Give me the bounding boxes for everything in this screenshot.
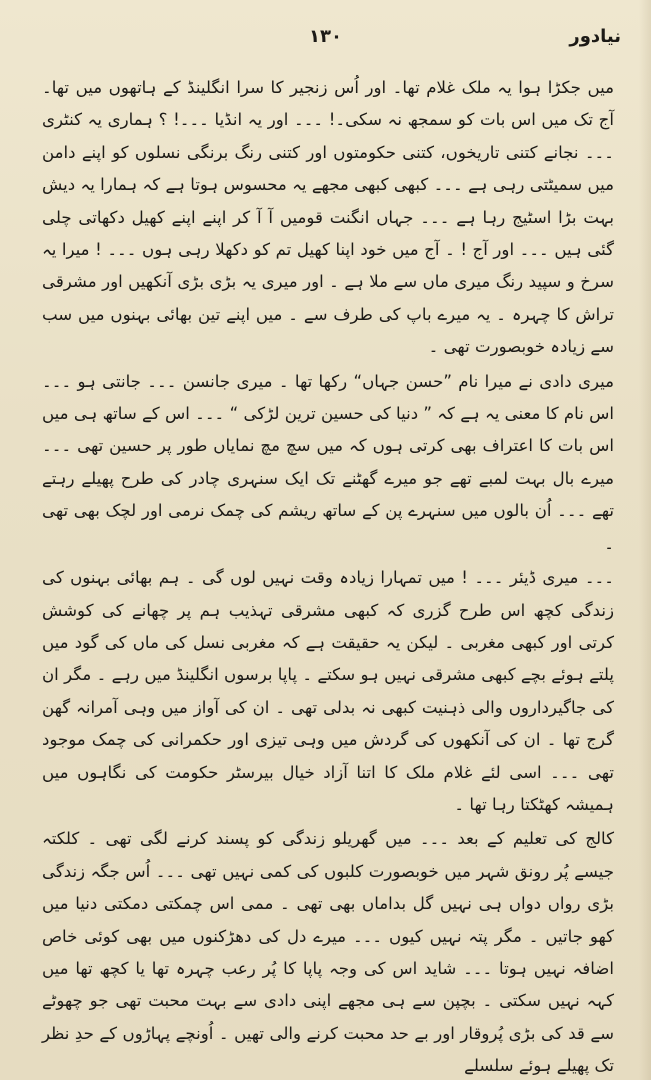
paragraph-4: کالج کی تعلیم کے بعد ۔۔۔ میں گھریلو زندگی کو پسند کرنے لگی تھی ۔ کلکتہ جیسے پُر رونق شہر میں خوبصورت کلبوں کی کمی نہیں تھی ۔۔۔ اُس جگہ زندگی بڑی رواں دواں ہی نہیں گل بداماں بھی تھی ۔ ممی اس چمکتی دمکتی دنیا میں کھو جاتیں ۔ مگر پتہ نہیں کیوں ۔۔۔ میرے دل کی دھڑکنوں میں بھی کوئی خاص اضافہ نہیں ہوتا ۔۔۔ شاید اس کی وجہ پاپا کا پُر رعب چہرہ تھا یا کچھ تھا میں کہہ نہیں سکتی ۔ بچپن سے ہی مجھے اپنی دادی سے بہت محبت تھی جو چھوٹے سے قد کی بڑی پُروقار اور بے حد محبت کرنے والی تھیں ۔ اُونچے پہاڑوں کے حدِ نظر تک پھیلے ہوئے سلسلے <box>42 829 614 1076</box>
paragraph-2: میری دادی نے میرا نام ”حسن جہاں“ رکھا تھا ۔ میری جانسن ۔۔۔ جانتی ہو ۔۔۔ اس نام کا معنی یہ ہے کہ ” دنیا کی حسین ترین لڑکی “ ۔۔۔ اس کے ساتھ ہی میں اس بات کا اعتراف بھی کرتی ہوں کہ میں سچ مچ نمایاں طور پر حسین تھی ۔۔۔ میرے بال بہت لمبے تھے جو میرے گھٹنے تک ایک سنہری چادر کی طرح پھیلے رہتے تھے ۔۔۔ اُن بالوں میں سنہرے پن کے ساتھ ریشم کی چمک نرمی اور لچک بھی تھی ۔ <box>42 371 614 553</box>
running-header <box>0 18 651 62</box>
body-text <box>42 72 614 1080</box>
page-edge-shadow <box>639 0 651 1080</box>
paragraph-3: ۔۔۔ میری ڈیئر ۔۔۔ ! میں تمہارا زیادہ وقت نہیں لوں گی ۔ ہم بھائی بہنوں کی زندگی کچھ اس طرح گزری کہ کبھی مشرقی تہذیب ہم پر چھانے کی کوشش کرتی اور کبھی مغربی ۔ لیکن یہ حقیقت ہے کہ مغربی نسل کی ماں کی گود میں پلتے ہوئے بچے کبھی مشرقی نہیں ہو سکتے ۔ پاپا برسوں انگلینڈ میں رہے ۔ مگر ان کی جاگیرداروں والی ذہنیت کبھی نہ بدلی تھی ۔ ان کی آواز میں وہی آمرانہ گھن گرج تھا ۔ ان کی آنکھوں کی گردش میں وہی تیزی اور حکمرانی کی چمک موجود تھی ۔۔۔ اسی لئے غلام ملک کا اتنا آزاد خیال بیرسٹر حکومت کی نگاہوں میں ہمیشہ کھٹکتا رہا تھا ۔ <box>42 568 614 814</box>
page-number: ۱۳۰ <box>309 26 342 47</box>
book-title: نیادور <box>569 26 621 47</box>
paragraph-1: میں جکڑا ہوا یہ ملک غلام تھا۔ اور اُس زنجیر کا سرا انگلینڈ کے ہاتھوں میں تھا۔ آج تک میں اس بات کو سمجھ نہ سکی۔! ۔۔۔ اور یہ انڈیا ۔۔۔! ؟ ہماری یہ کنٹری ۔۔۔ نجانے کتنی تاریخوں، کتنی حکومتوں اور کتنی رنگ برنگی نسلوں کو اپنے دامن میں سمیٹتی رہی ہے ۔۔۔ کبھی کبھی مجھے یہ محسوس ہوتا ہے کہ ہمارا یہ دیش بہت بڑا اسٹیج رہا ہے ۔۔۔ جہاں انگنت قومیں آ آ کر اپنے اپنے کھیل دکھاتی چلی گئی ہیں ۔۔۔ اور آج ! ۔ آج میں خود اپنا کھیل تم کو دکھلا رہی ہوں ۔۔۔ ! میرا یہ سرخ و سپید رنگ میری ماں سے ملا ہے ۔ اور میری یہ بڑی بڑی آنکھیں اور مشرقی تراش کا چہرہ ۔ یہ میرے باپ کی طرف سے ۔ میں اپنے تین بھائی بہنوں میں سب سے زیادہ خوبصورت تھی ۔ <box>42 78 614 357</box>
